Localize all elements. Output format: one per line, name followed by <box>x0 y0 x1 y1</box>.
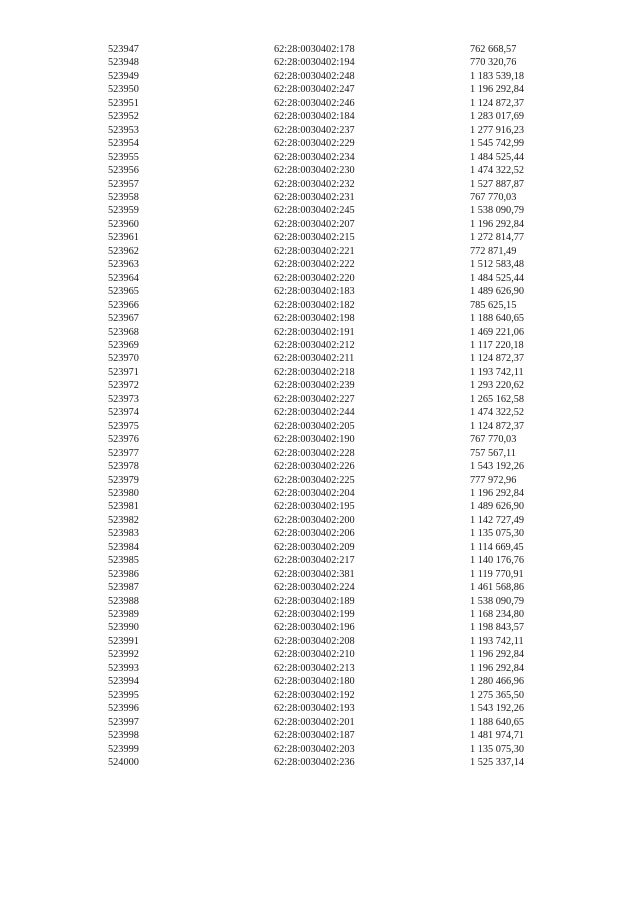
table-row <box>108 743 580 756</box>
row-number-cell: 523983 <box>108 528 139 540</box>
table-row <box>108 299 580 312</box>
row-number-cell: 523985 <box>108 555 139 567</box>
cadastral-value-cell: 770 320,76 <box>470 57 517 69</box>
cadastral-number-cell: 62:28:0030402:194 <box>274 57 355 69</box>
cadastral-number-cell: 62:28:0030402:195 <box>274 501 355 513</box>
row-number-cell: 523956 <box>108 165 139 177</box>
cadastral-number-cell: 62:28:0030402:205 <box>274 420 355 432</box>
table-row <box>108 178 580 191</box>
cadastral-number-cell: 62:28:0030402:239 <box>274 380 355 392</box>
table-row <box>108 70 580 83</box>
cadastral-value-cell: 1 196 292,84 <box>470 662 525 674</box>
cadastral-value-cell: 777 972,96 <box>470 474 517 486</box>
row-number-cell: 523963 <box>108 259 139 271</box>
cadastral-value-cell: 1 196 292,84 <box>470 84 525 96</box>
cadastral-number-cell: 62:28:0030402:207 <box>274 218 355 230</box>
table-row <box>108 716 580 729</box>
cadastral-number-cell: 62:28:0030402:206 <box>274 528 355 540</box>
row-number-cell: 523981 <box>108 501 139 513</box>
cadastral-number-cell: 62:28:0030402:183 <box>274 286 355 298</box>
table-row <box>108 151 580 164</box>
cadastral-number-cell: 62:28:0030402:228 <box>274 447 355 459</box>
row-number-cell: 523972 <box>108 380 139 392</box>
row-number-cell: 523966 <box>108 299 139 311</box>
row-number-cell: 523967 <box>108 313 139 325</box>
table-row <box>108 231 580 244</box>
row-number-cell: 523962 <box>108 245 139 257</box>
cadastral-number-cell: 62:28:0030402:225 <box>274 474 355 486</box>
row-number-cell: 523969 <box>108 339 139 351</box>
cadastral-value-cell: 1 196 292,84 <box>470 218 525 230</box>
row-number-cell: 523990 <box>108 622 139 634</box>
cadastral-number-cell: 62:28:0030402:221 <box>274 245 355 257</box>
cadastral-number-cell: 62:28:0030402:236 <box>274 757 355 769</box>
cadastral-number-cell: 62:28:0030402:248 <box>274 70 355 82</box>
table-row <box>108 245 580 258</box>
table-row <box>108 514 580 527</box>
cadastral-value-cell: 1 538 090,79 <box>470 595 525 607</box>
row-number-cell: 523986 <box>108 568 139 580</box>
cadastral-value-cell: 1 280 466,96 <box>470 676 525 688</box>
table-row <box>108 43 580 56</box>
row-number-cell: 523976 <box>108 434 139 446</box>
row-number-cell: 523987 <box>108 582 139 594</box>
cadastral-value-cell: 1 124 872,37 <box>470 97 525 109</box>
cadastral-value-cell: 757 567,11 <box>470 447 516 459</box>
table-row <box>108 56 580 69</box>
row-number-cell: 523954 <box>108 138 139 150</box>
cadastral-number-cell: 62:28:0030402:237 <box>274 124 355 136</box>
table-row <box>108 164 580 177</box>
row-number-cell: 523974 <box>108 407 139 419</box>
cadastral-value-cell: 772 871,49 <box>470 245 517 257</box>
table-row <box>108 366 580 379</box>
cadastral-number-cell: 62:28:0030402:200 <box>274 514 355 526</box>
cadastral-number-cell: 62:28:0030402:203 <box>274 743 355 755</box>
cadastral-value-cell: 1 474 322,52 <box>470 407 525 419</box>
cadastral-value-cell: 767 770,03 <box>470 434 517 446</box>
cadastral-number-cell: 62:28:0030402:192 <box>274 689 355 701</box>
row-number-cell: 523953 <box>108 124 139 136</box>
cadastral-value-cell: 1 484 525,44 <box>470 151 525 163</box>
table-row <box>108 702 580 715</box>
row-number-cell: 523978 <box>108 461 139 473</box>
cadastral-value-cell: 1 293 220,62 <box>470 380 525 392</box>
cadastral-value-table <box>108 43 580 769</box>
table-body <box>108 43 580 769</box>
cadastral-value-cell: 1 543 192,26 <box>470 703 525 715</box>
row-number-cell: 523952 <box>108 111 139 123</box>
cadastral-number-cell: 62:28:0030402:193 <box>274 703 355 715</box>
cadastral-value-cell: 1 538 090,79 <box>470 205 525 217</box>
cadastral-number-cell: 62:28:0030402:187 <box>274 730 355 742</box>
table-row <box>108 406 580 419</box>
table-row <box>108 339 580 352</box>
table-row <box>108 352 580 365</box>
row-number-cell: 523998 <box>108 730 139 742</box>
cadastral-number-cell: 62:28:0030402:178 <box>274 44 355 55</box>
cadastral-value-cell: 1 140 176,76 <box>470 555 525 567</box>
row-number-cell: 523989 <box>108 609 139 621</box>
cadastral-value-cell: 1 142 727,49 <box>470 514 525 526</box>
table-row <box>108 393 580 406</box>
table-row <box>108 729 580 742</box>
cadastral-value-cell: 1 283 017,69 <box>470 111 525 123</box>
row-number-cell: 523993 <box>108 662 139 674</box>
cadastral-value-cell: 1 275 365,50 <box>470 689 525 701</box>
table-row <box>108 662 580 675</box>
table-row <box>108 554 580 567</box>
table-row <box>108 420 580 433</box>
table-row <box>108 204 580 217</box>
row-number-cell: 523968 <box>108 326 139 338</box>
cadastral-number-cell: 62:28:0030402:246 <box>274 97 355 109</box>
table-row <box>108 527 580 540</box>
row-number-cell: 523964 <box>108 272 139 284</box>
cadastral-number-cell: 62:28:0030402:247 <box>274 84 355 96</box>
cadastral-value-cell: 767 770,03 <box>470 191 517 203</box>
cadastral-number-cell: 62:28:0030402:213 <box>274 662 355 674</box>
cadastral-number-cell: 62:28:0030402:210 <box>274 649 355 661</box>
row-number-cell: 523971 <box>108 366 139 378</box>
table-row <box>108 648 580 661</box>
cadastral-number-cell: 62:28:0030402:215 <box>274 232 355 244</box>
cadastral-number-cell: 62:28:0030402:244 <box>274 407 355 419</box>
cadastral-value-cell: 1 277 916,23 <box>470 124 525 136</box>
row-number-cell: 523959 <box>108 205 139 217</box>
cadastral-number-cell: 62:28:0030402:198 <box>274 313 355 325</box>
table-row <box>108 581 580 594</box>
cadastral-value-cell: 1 188 640,65 <box>470 716 525 728</box>
cadastral-number-cell: 62:28:0030402:191 <box>274 326 355 338</box>
cadastral-number-cell: 62:28:0030402:232 <box>274 178 355 190</box>
table-row <box>108 83 580 96</box>
cadastral-value-cell: 1 469 221,06 <box>470 326 525 338</box>
table-row <box>108 500 580 513</box>
table-row <box>108 326 580 339</box>
table-row <box>108 595 580 608</box>
cadastral-value-cell: 1 545 742,99 <box>470 138 525 150</box>
cadastral-value-cell: 1 124 872,37 <box>470 353 525 365</box>
table-row <box>108 272 580 285</box>
cadastral-value-cell: 1 512 583,48 <box>470 259 525 271</box>
cadastral-number-cell: 62:28:0030402:180 <box>274 676 355 688</box>
table-row <box>108 110 580 123</box>
row-number-cell: 523982 <box>108 514 139 526</box>
cadastral-number-cell: 62:28:0030402:209 <box>274 541 355 553</box>
table-row <box>108 97 580 110</box>
cadastral-value-cell: 1 196 292,84 <box>470 649 525 661</box>
table-row <box>108 675 580 688</box>
table-row <box>108 474 580 487</box>
cadastral-value-cell: 1 193 742,11 <box>470 366 524 378</box>
cadastral-value-cell: 1 481 974,71 <box>470 730 525 742</box>
row-number-cell: 523947 <box>108 44 139 55</box>
cadastral-value-cell: 1 196 292,84 <box>470 487 525 499</box>
cadastral-number-cell: 62:28:0030402:227 <box>274 393 355 405</box>
row-number-cell: 523955 <box>108 151 139 163</box>
row-number-cell: 523948 <box>108 57 139 69</box>
row-number-cell: 523965 <box>108 286 139 298</box>
table-row <box>108 379 580 392</box>
table-row <box>108 689 580 702</box>
cadastral-number-cell: 62:28:0030402:201 <box>274 716 355 728</box>
row-number-cell: 523960 <box>108 218 139 230</box>
row-number-cell: 523980 <box>108 487 139 499</box>
table-row <box>108 124 580 137</box>
cadastral-number-cell: 62:28:0030402:229 <box>274 138 355 150</box>
cadastral-number-cell: 62:28:0030402:196 <box>274 622 355 634</box>
cadastral-value-cell: 1 168 234,80 <box>470 609 525 621</box>
row-number-cell: 523973 <box>108 393 139 405</box>
cadastral-value-cell: 1 198 843,57 <box>470 622 525 634</box>
table-row <box>108 258 580 271</box>
cadastral-value-cell: 1 474 322,52 <box>470 165 525 177</box>
cadastral-number-cell: 62:28:0030402:190 <box>274 434 355 446</box>
cadastral-number-cell: 62:28:0030402:199 <box>274 609 355 621</box>
cadastral-value-cell: 1 119 770,91 <box>470 568 524 580</box>
cadastral-value-cell: 1 461 568,86 <box>470 582 525 594</box>
row-number-cell: 523957 <box>108 178 139 190</box>
cadastral-number-cell: 62:28:0030402:245 <box>274 205 355 217</box>
table-row <box>108 487 580 500</box>
cadastral-number-cell: 62:28:0030402:381 <box>274 568 355 580</box>
table-row <box>108 447 580 460</box>
cadastral-value-cell: 1 188 640,65 <box>470 313 525 325</box>
table-row <box>108 312 580 325</box>
cadastral-value-cell: 1 489 626,90 <box>470 501 525 513</box>
row-number-cell: 523951 <box>108 97 139 109</box>
table-row <box>108 541 580 554</box>
cadastral-value-cell: 1 183 539,18 <box>470 70 525 82</box>
table-row <box>108 285 580 298</box>
row-number-cell: 523979 <box>108 474 139 486</box>
cadastral-number-cell: 62:28:0030402:182 <box>274 299 355 311</box>
table-row <box>108 608 580 621</box>
cadastral-value-cell: 1 193 742,11 <box>470 635 524 647</box>
cadastral-value-cell: 1 135 075,30 <box>470 743 525 755</box>
cadastral-number-cell: 62:28:0030402:220 <box>274 272 355 284</box>
cadastral-value-cell: 1 117 220,18 <box>470 339 524 351</box>
cadastral-number-cell: 62:28:0030402:226 <box>274 461 355 473</box>
cadastral-value-cell: 785 625,15 <box>470 299 517 311</box>
cadastral-number-cell: 62:28:0030402:189 <box>274 595 355 607</box>
row-number-cell: 523984 <box>108 541 139 553</box>
cadastral-number-cell: 62:28:0030402:230 <box>274 165 355 177</box>
row-number-cell: 523992 <box>108 649 139 661</box>
cadastral-value-cell: 1 484 525,44 <box>470 272 525 284</box>
table-row <box>108 433 580 446</box>
row-number-cell: 523961 <box>108 232 139 244</box>
table-row <box>108 218 580 231</box>
table-row <box>108 460 580 473</box>
cadastral-value-cell: 1 272 814,77 <box>470 232 525 244</box>
row-number-cell: 523997 <box>108 716 139 728</box>
cadastral-number-cell: 62:28:0030402:184 <box>274 111 355 123</box>
cadastral-number-cell: 62:28:0030402:231 <box>274 191 355 203</box>
cadastral-value-cell: 762 668,57 <box>470 44 517 55</box>
table-row <box>108 568 580 581</box>
cadastral-number-cell: 62:28:0030402:217 <box>274 555 355 567</box>
row-number-cell: 523988 <box>108 595 139 607</box>
cadastral-value-cell: 1 124 872,37 <box>470 420 525 432</box>
cadastral-value-cell: 1 114 669,45 <box>470 541 524 553</box>
row-number-cell: 523991 <box>108 635 139 647</box>
cadastral-number-cell: 62:28:0030402:218 <box>274 366 355 378</box>
cadastral-value-cell: 1 489 626,90 <box>470 286 525 298</box>
cadastral-value-cell: 1 543 192,26 <box>470 461 525 473</box>
row-number-cell: 523975 <box>108 420 139 432</box>
table-row <box>108 137 580 150</box>
row-number-cell: 523995 <box>108 689 139 701</box>
row-number-cell: 524000 <box>108 757 139 769</box>
table-row <box>108 621 580 634</box>
cadastral-number-cell: 62:28:0030402:224 <box>274 582 355 594</box>
row-number-cell: 523970 <box>108 353 139 365</box>
table-row <box>108 191 580 204</box>
row-number-cell: 523949 <box>108 70 139 82</box>
row-number-cell: 523977 <box>108 447 139 459</box>
cadastral-value-cell: 1 527 887,87 <box>470 178 525 190</box>
cadastral-number-cell: 62:28:0030402:212 <box>274 339 355 351</box>
cadastral-value-cell: 1 265 162,58 <box>470 393 525 405</box>
table-row <box>108 756 580 769</box>
row-number-cell: 523994 <box>108 676 139 688</box>
row-number-cell: 523996 <box>108 703 139 715</box>
cadastral-number-cell: 62:28:0030402:222 <box>274 259 355 271</box>
cadastral-number-cell: 62:28:0030402:234 <box>274 151 355 163</box>
cadastral-number-cell: 62:28:0030402:211 <box>274 353 355 365</box>
table-row <box>108 635 580 648</box>
row-number-cell: 523958 <box>108 191 139 203</box>
cadastral-number-cell: 62:28:0030402:204 <box>274 487 355 499</box>
cadastral-value-cell: 1 135 075,30 <box>470 528 525 540</box>
row-number-cell: 523999 <box>108 743 139 755</box>
row-number-cell: 523950 <box>108 84 139 96</box>
cadastral-number-cell: 62:28:0030402:208 <box>274 635 355 647</box>
cadastral-value-cell: 1 525 337,14 <box>470 757 525 769</box>
